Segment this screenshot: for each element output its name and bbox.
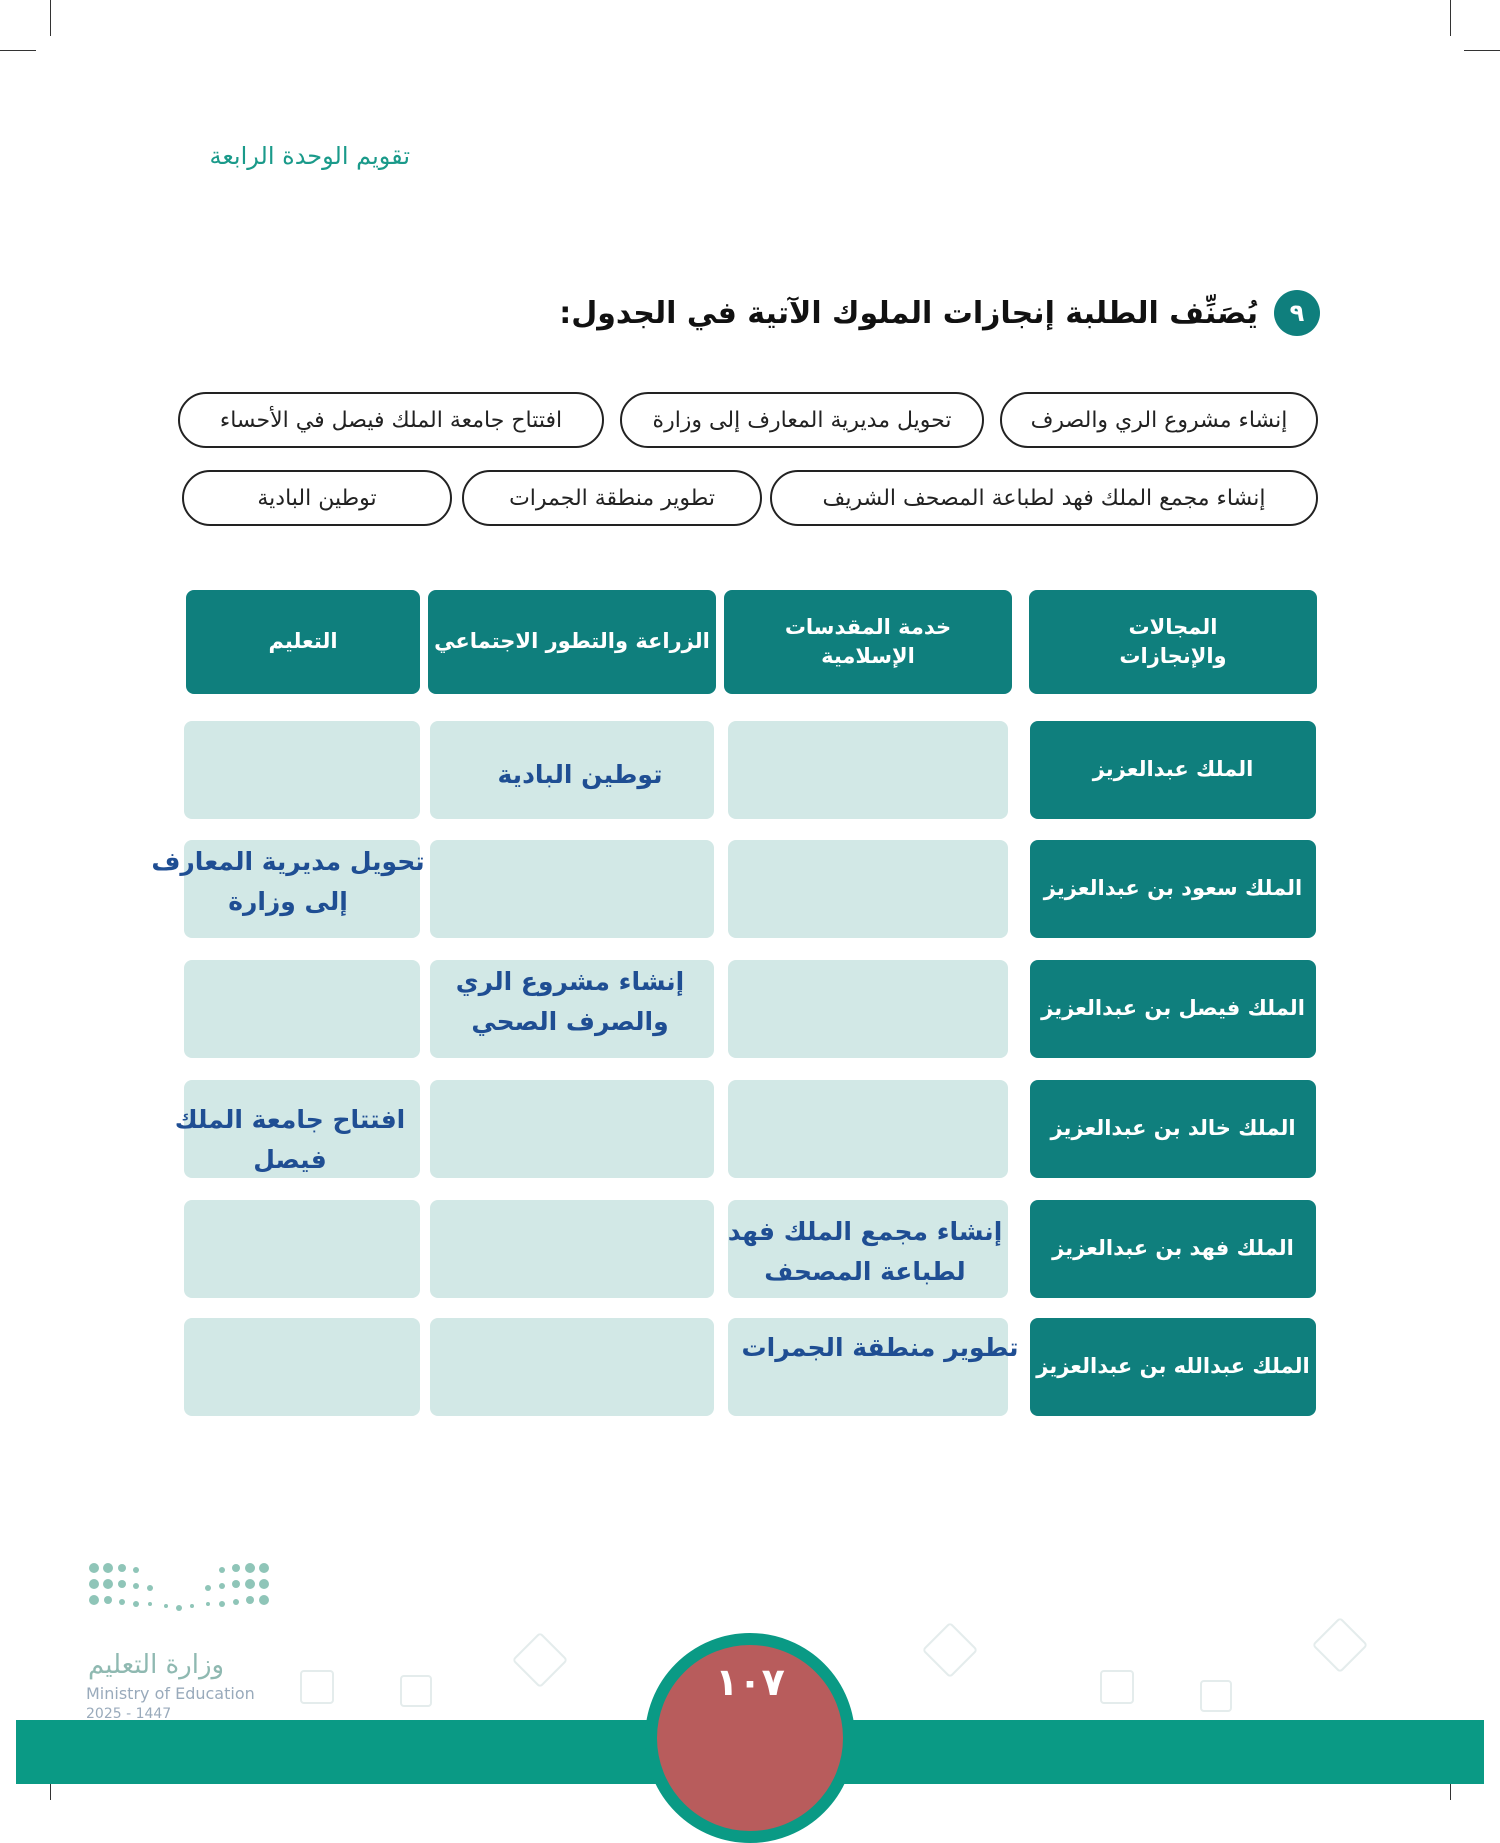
ministry-name-english: Ministry of Education (86, 1684, 255, 1703)
king-cell: الملك عبدالله بن عبدالعزيز (1030, 1318, 1316, 1416)
decorative-square (922, 1622, 979, 1679)
chip-king-faisal-university[interactable]: افتتاح جامعة الملك فيصل في الأحساء (178, 392, 604, 448)
answer-cell[interactable] (728, 840, 1008, 938)
answer-text: تحويل مديرية المعارف إلى وزارة (151, 847, 425, 916)
king-cell: الملك سعود بن عبدالعزيز (1030, 840, 1316, 938)
decorative-square (1312, 1617, 1369, 1674)
answer-cell[interactable] (430, 840, 714, 938)
answer-cell[interactable] (184, 960, 420, 1058)
answer-cell[interactable] (728, 721, 1008, 819)
answer-cell[interactable] (184, 721, 420, 819)
chip-irrigation[interactable]: إنشاء مشروع الري والصرف (1000, 392, 1318, 448)
chip-education-ministry[interactable]: تحويل مديرية المعارف إلى وزارة (620, 392, 984, 448)
answer-text: إنشاء مجمع الملك فهد لطباعة المصحف (727, 1217, 1003, 1286)
page-number: ١٠٧ (715, 1660, 785, 1704)
answer-text: إنشاء مشروع الري والصرف الصحي (455, 967, 685, 1036)
question-number-badge: ٩ (1274, 290, 1320, 336)
ministry-year: 2025 - 1447 (86, 1706, 172, 1722)
answer-text: تطوير منطقة الجمرات (741, 1333, 1019, 1362)
answer-cell[interactable] (430, 1080, 714, 1178)
decorative-square (512, 1632, 569, 1689)
king-cell: الملك فهد بن عبدالعزيز (1030, 1200, 1316, 1298)
king-cell: الملك فيصل بن عبدالعزيز (1030, 960, 1316, 1058)
decorative-square (300, 1670, 334, 1704)
question-row (559, 290, 1320, 336)
answer-cell[interactable] (728, 960, 1008, 1058)
chip-jamarat[interactable]: تطوير منطقة الجمرات (462, 470, 762, 526)
crop-mark (0, 50, 36, 51)
header-fields: المجالات والإنجازات (1029, 590, 1317, 694)
chip-quran-complex[interactable]: إنشاء مجمع الملك فهد لطباعة المصحف الشريف (770, 470, 1318, 526)
answer-cell[interactable] (184, 1318, 420, 1416)
answer-text: افتتاح جامعة الملك فيصل (174, 1105, 406, 1174)
unit-title: تقويم الوحدة الرابعة (209, 142, 410, 170)
answer-cell[interactable] (430, 1200, 714, 1298)
answer-cell[interactable] (430, 1318, 714, 1416)
chip-bedouin-settlement[interactable]: توطين البادية (182, 470, 452, 526)
decorative-square (1200, 1680, 1232, 1712)
crop-mark (1464, 50, 1500, 51)
ministry-name-arabic: وزارة التعليم (88, 1650, 225, 1680)
answer-cell[interactable] (184, 1200, 420, 1298)
king-cell: الملك عبدالعزيز (1030, 721, 1316, 819)
header-agriculture: الزراعة والتطور الاجتماعي (428, 590, 716, 694)
header-holy-sites: خدمة المقدسات الإسلامية (724, 590, 1012, 694)
answer-cell[interactable] (728, 1080, 1008, 1178)
question-text: يُصَنِّف الطلبة إنجازات الملوك الآتية في الجدول: (559, 295, 1258, 331)
ministry-dots-icon (86, 1560, 276, 1620)
decorative-square (400, 1675, 432, 1707)
header-education: التعليم (186, 590, 420, 694)
king-cell: الملك خالد بن عبدالعزيز (1030, 1080, 1316, 1178)
crop-mark (1450, 0, 1451, 36)
decorative-square (1100, 1670, 1134, 1704)
crop-mark (50, 0, 51, 36)
answer-text: توطين البادية (497, 760, 663, 789)
